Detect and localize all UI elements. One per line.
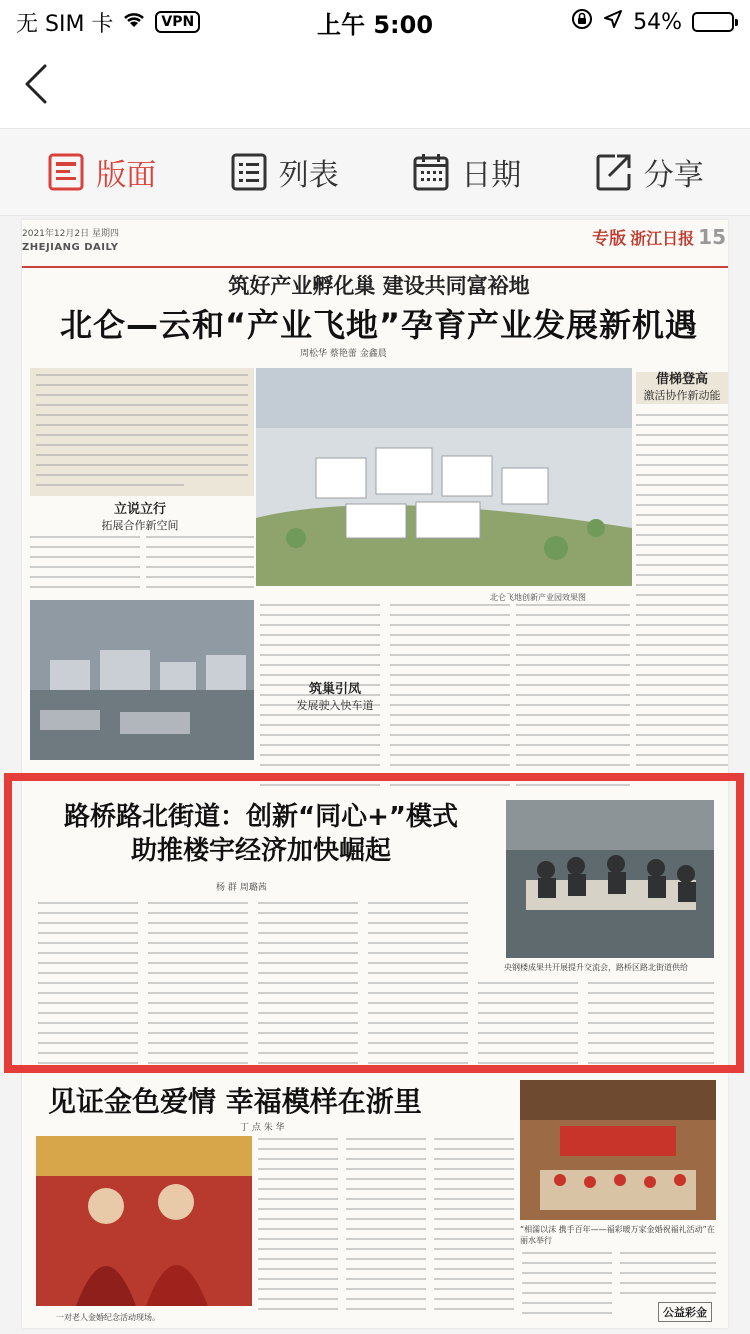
paper-name: 浙江日报 — [630, 229, 695, 248]
tab-date-label: 日期 — [461, 158, 522, 193]
issue-date: 2021年12月2日 星期四 — [22, 229, 119, 239]
section-label: 专版 — [592, 229, 627, 249]
paper-english-name: ZHEJIANG DAILY — [22, 242, 119, 253]
battery-percent: 54% — [633, 9, 682, 35]
status-left — [16, 7, 276, 38]
tab-list[interactable] — [229, 150, 339, 194]
welfare-lottery-stamp: 公益彩金 — [658, 1302, 712, 1322]
status-bar — [0, 0, 750, 44]
section-head-main: 立说立行 — [113, 502, 166, 517]
article3-couple-photo — [36, 1136, 252, 1306]
layout-icon — [46, 152, 86, 192]
article2-photo-caption: 央钢楼成果共开展提升交流会，路桥区路北街道供给 — [504, 963, 688, 972]
article3-text-col-1 — [258, 1138, 338, 1324]
article3-title: 见证金色爱情 幸福模样在浙里 — [48, 1085, 422, 1118]
article1-kicker: 筑好产业孵化巢 建设共同富裕地 — [228, 273, 530, 298]
article1-text-col-4 — [516, 604, 630, 796]
battery-icon — [692, 12, 734, 32]
tab-share[interactable] — [594, 150, 704, 194]
article1-section-head-1 — [60, 502, 220, 534]
article1-text-col-1a — [30, 536, 140, 596]
back-button[interactable] — [14, 62, 58, 106]
tab-date[interactable] — [411, 150, 521, 194]
article3-byline: 丁 点 朱 华 — [240, 1123, 285, 1133]
article-golden-love[interactable] — [36, 1080, 716, 1328]
nav-bar — [0, 44, 750, 128]
status-right — [474, 8, 734, 36]
tab-share-label: 分享 — [643, 158, 704, 193]
article1-section-head-2 — [636, 372, 728, 404]
selected-article-highlight — [4, 773, 744, 1073]
page-number: 15 — [698, 225, 726, 249]
article2-title-line2: 助推楼宇经济加快崛起 — [130, 836, 391, 866]
chevron-left-icon — [23, 64, 49, 104]
article3-right-caption: “相濡以沫 携手百年——福彩暖万家金婚祝福礼活动”在丽水举行 — [520, 1225, 715, 1245]
article1-photo-caption: 北仑飞地创新产业园效果图 — [490, 593, 586, 602]
wifi-icon — [121, 9, 147, 35]
article1-text-col-3 — [390, 604, 510, 796]
article1-byline: 周松华 蔡艳蕾 金鑫晨 — [300, 349, 387, 359]
location-icon — [603, 9, 623, 35]
section-head-main: 借梯登高 — [655, 372, 708, 387]
share-icon — [594, 152, 634, 192]
section-head-sub: 拓展合作新空间 — [101, 519, 179, 532]
article1-lead-box — [30, 368, 254, 496]
section-head-main: 筑巢引凤 — [308, 682, 361, 697]
toolbar — [0, 128, 750, 216]
article1-section-head-3 — [280, 682, 390, 714]
article3-left-caption: 一对老人金婚纪念活动现场。 — [56, 1313, 160, 1322]
article3-text-col-3 — [434, 1138, 514, 1324]
section-head-sub: 发展驶入快车道 — [296, 699, 374, 712]
article2-byline: 杨 群 周璐茜 — [216, 883, 267, 893]
article1-aerial-photo — [30, 600, 254, 760]
masthead-right — [592, 224, 726, 249]
vpn-badge: VPN — [155, 11, 200, 33]
article1-title: 北仑—云和“产业飞地”孕育产业发展新机遇 — [59, 306, 699, 344]
tab-list-label: 列表 — [278, 158, 339, 193]
article3-text-col-5 — [620, 1252, 716, 1300]
article1-text-col-right — [636, 414, 728, 794]
section-head-sub: 激活协作新动能 — [643, 389, 721, 402]
calendar-icon — [411, 152, 451, 192]
article1-text-col-1b — [146, 536, 254, 596]
carrier-label: 无 SIM 卡 — [16, 11, 114, 37]
article1-hero-photo — [256, 368, 632, 586]
article3-text-col-2 — [346, 1138, 426, 1324]
tab-layout[interactable] — [46, 150, 156, 194]
status-time: 上午 5:00 — [316, 10, 434, 39]
masthead — [22, 220, 728, 268]
tab-layout-label: 版面 — [96, 158, 157, 193]
article3-text-col-4 — [522, 1252, 612, 1324]
article2-title-line1: 路桥路北街道：创新“同心+”模式 — [64, 802, 458, 832]
list-icon — [229, 152, 269, 192]
article-beilun-yunhe[interactable] — [30, 270, 728, 800]
article3-ceremony-photo — [520, 1080, 716, 1220]
orientation-lock-icon — [571, 8, 593, 36]
